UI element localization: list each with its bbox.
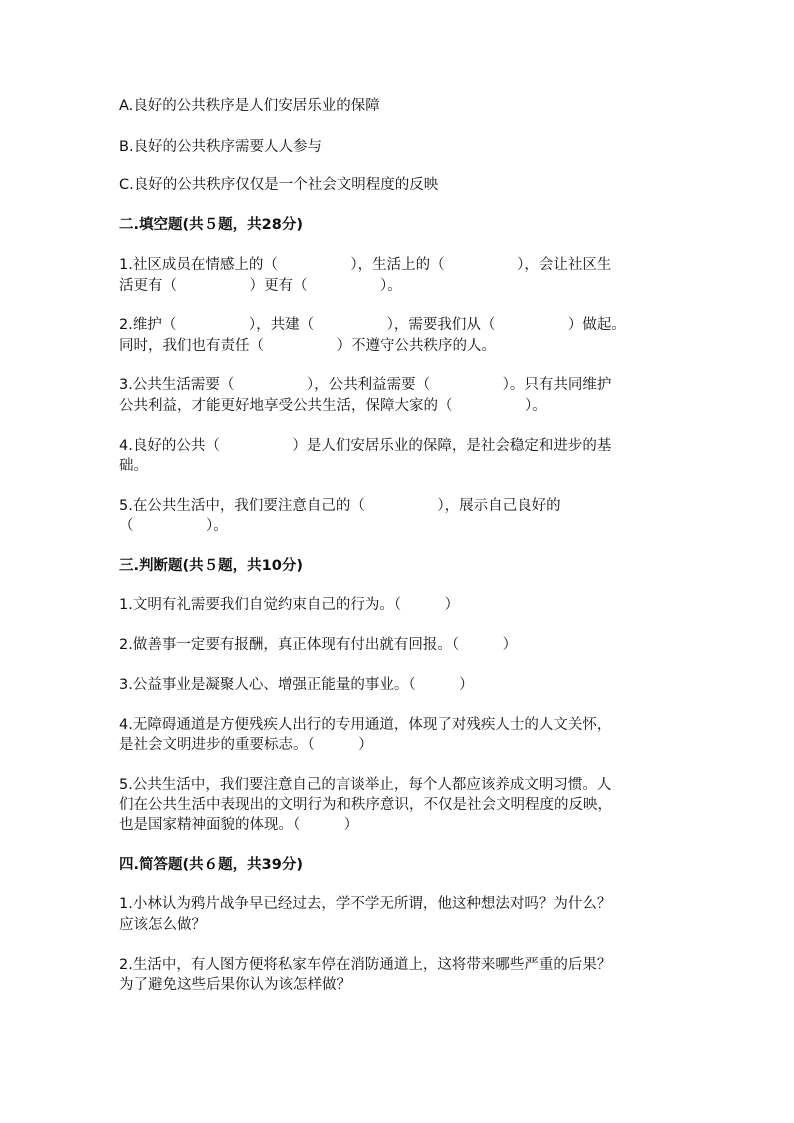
short-question-2-line-1: 2.生活中，有人图方便将私家车停在消防通道上，这将带来哪些严重的后果？ [119, 957, 612, 973]
judge-question-3: 3.公益事业是凝聚人心、增强正能量的事业。（ ） [119, 677, 474, 693]
fill-question-2-line-2: 同时，我们也有责任（ ）不遵守公共秩序的人。 [119, 338, 496, 354]
judge-question-4-line-1: 4.无障碍通道是方便残疾人出行的专用通道，体现了对残疾人士的人文关怀， [119, 717, 612, 733]
judge-question-2: 2.做善事一定要有报酬，真正体现有付出就有回报。（ ） [119, 637, 518, 653]
section-heading-fill-blank: 二.填空题(共５题，共28分) [119, 217, 303, 233]
option-b: B.良好的公共秩序需要人人参与 [119, 139, 323, 155]
fill-question-5-line-2: （ ）。 [119, 518, 228, 534]
fill-question-1-line-2: 活更有（ ）更有（ ）。 [119, 278, 402, 294]
judge-question-5-line-3: 也是国家精神面貌的体现。（ ） [119, 817, 359, 833]
fill-question-3-line-1: 3.公共生活需要（ ），公共利益需要（ ）。只有共同维护 [119, 377, 612, 393]
section-heading-short-answer: 四.简答题(共６题，共39分) [119, 857, 303, 873]
short-question-1-line-1: 1.小林认为鸦片战争早已经过去，学不学无所谓，他这种想法对吗？为什么？ [119, 896, 612, 912]
fill-question-5-line-1: 5.在公共生活中，我们要注意自己的（ ），展示自己良好的 [119, 498, 561, 514]
short-question-2-line-2: 为了避免这些后果你认为该怎样做？ [119, 977, 351, 993]
judge-question-1: 1.文明有礼需要我们自觉约束自己的行为。（ ） [119, 597, 460, 613]
fill-question-3-line-2: 公共利益，才能更好地享受公共生活，保障大家的（ ）。 [119, 398, 547, 414]
section-heading-true-false: 三.判断题(共５题，共10分) [119, 558, 303, 574]
short-question-1-line-2: 应该怎么做？ [119, 917, 206, 933]
fill-question-1-line-1: 1.社区成员在情感上的（ ），生活上的（ ），会让社区生 [119, 257, 612, 273]
judge-question-5-line-2: 们在公共生活中表现出的文明行为和秩序意识，不仅是社会文明程度的反映， [119, 797, 612, 813]
fill-question-4-line-1: 4.良好的公共（ ）是人们安居乐业的保障，是社会稳定和进步的基 [119, 438, 612, 454]
judge-question-5-line-1: 5.公共生活中，我们要注意自己的言谈举止，每个人都应该养成文明习惯。人 [119, 777, 612, 793]
option-a: A.良好的公共秩序是人们安居乐业的保障 [119, 98, 380, 114]
fill-question-4-line-2: 础。 [119, 458, 148, 474]
judge-question-4-line-2: 是社会文明进步的重要标志。（ ） [119, 737, 373, 753]
option-c: C.良好的公共秩序仅仅是一个社会文明程度的反映 [119, 177, 439, 193]
fill-question-2-line-1: 2.维护（ ），共建（ ），需要我们从（ ）做起。 [119, 317, 626, 333]
